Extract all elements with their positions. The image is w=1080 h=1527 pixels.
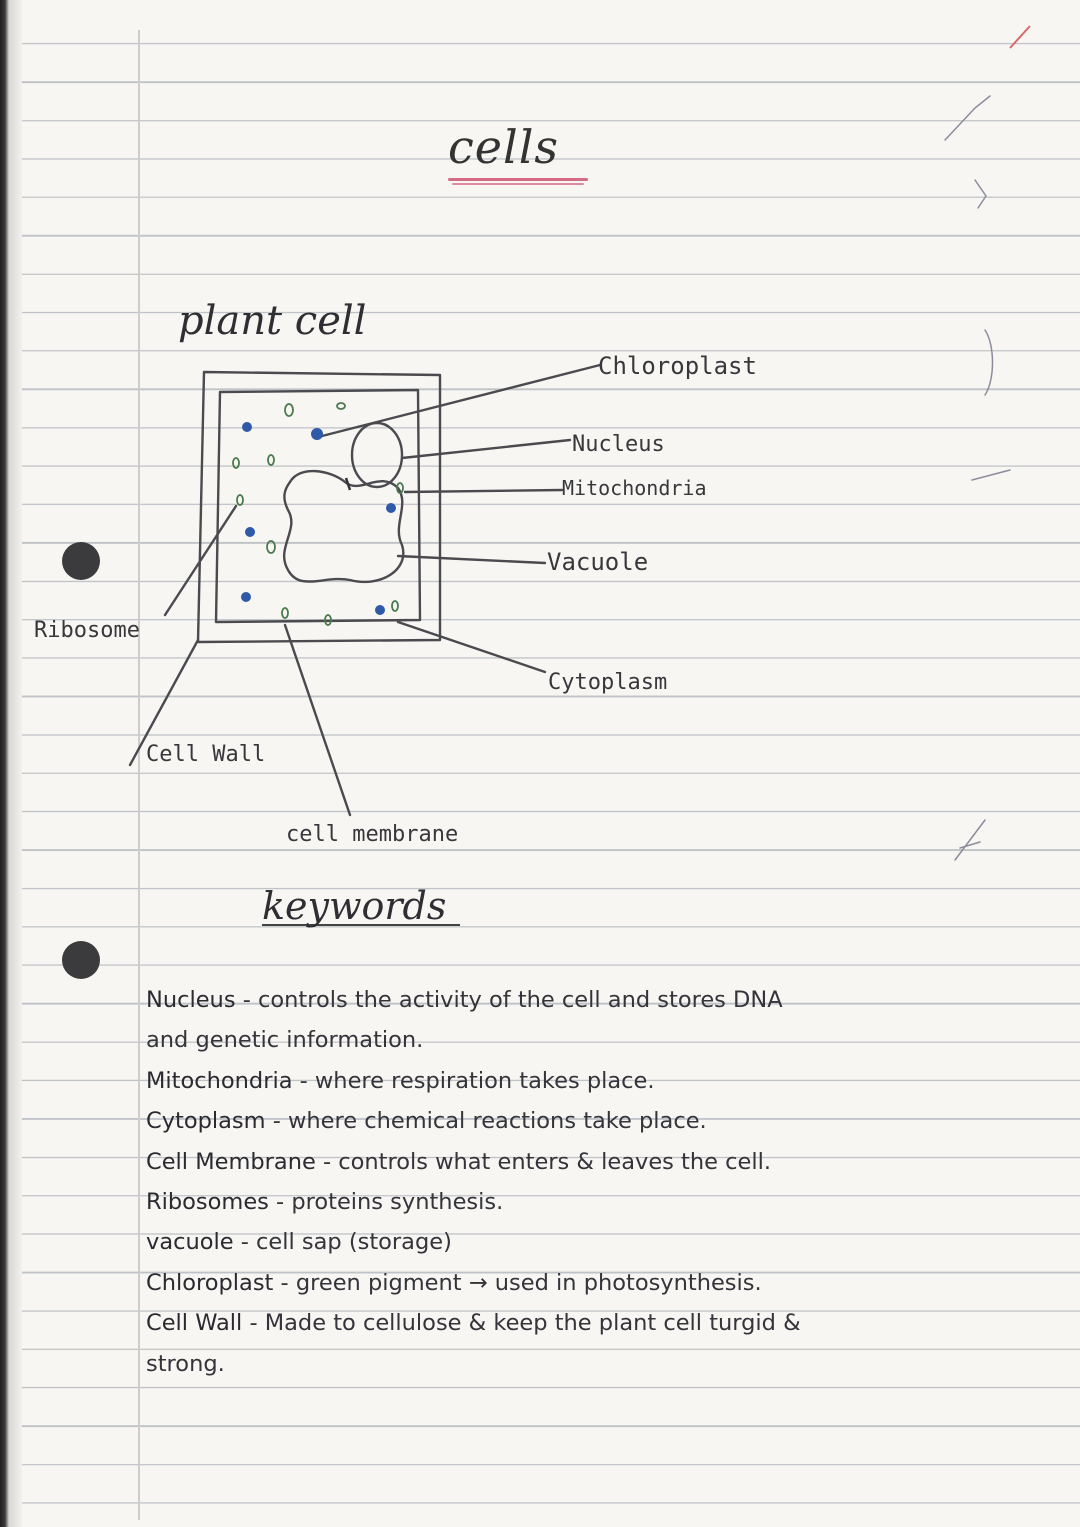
note-text: - controls the activity of the cell and stores DNA	[235, 987, 783, 1013]
label-cell-membrane: cell membrane	[286, 822, 459, 847]
note-term: Nucleus	[146, 987, 236, 1013]
note-text: - where chemical reactions take place.	[265, 1108, 707, 1135]
note-term: Cytoplasm	[146, 1108, 266, 1135]
label-chloroplast: Chloroplast	[598, 352, 757, 380]
label-cell-wall: Cell Wall	[146, 742, 266, 767]
keywords-heading: keywords	[262, 884, 447, 928]
label-cytoplasm: Cytoplasm	[548, 670, 668, 695]
pencil-mark	[975, 180, 986, 208]
note-text: - green pigment → used in photosynthesis.	[273, 1269, 762, 1296]
pencil-mark	[955, 820, 985, 860]
note-text: - where respiration takes place.	[292, 1067, 655, 1094]
pencil-mark	[985, 330, 993, 395]
note-text: and genetic information.	[146, 1027, 424, 1054]
label-ribosome: Ribosome	[34, 618, 140, 643]
label-vacuole: Vacuole	[547, 548, 649, 576]
red-tick-mark	[1010, 26, 1030, 48]
note-text: - cell sap (storage)	[233, 1229, 452, 1256]
note-term: vacuole	[146, 1229, 234, 1256]
note-term: Mitochondria	[146, 1067, 293, 1094]
note-text: - Made to cellulose & keep the plant cell turgid &	[242, 1310, 801, 1337]
label-mitochondria: Mitochondria	[562, 476, 707, 500]
note-term: Cell Wall	[146, 1310, 243, 1337]
note-text: - controls what enters & leaves the cell.	[315, 1148, 771, 1175]
pencil-check-mark	[945, 96, 990, 140]
pencil-mark	[972, 470, 1010, 480]
page-title: cells	[448, 120, 560, 174]
note-term: Chloroplast	[146, 1269, 274, 1296]
diagram-heading: plant cell	[178, 298, 367, 344]
note-term: Ribosomes	[146, 1188, 269, 1215]
note-text: strong.	[146, 1350, 225, 1377]
label-nucleus: Nucleus	[572, 432, 665, 457]
pencil-mark	[960, 842, 980, 848]
note-term: Cell Membrane	[146, 1148, 316, 1175]
note-text: - proteins synthesis.	[268, 1188, 504, 1215]
